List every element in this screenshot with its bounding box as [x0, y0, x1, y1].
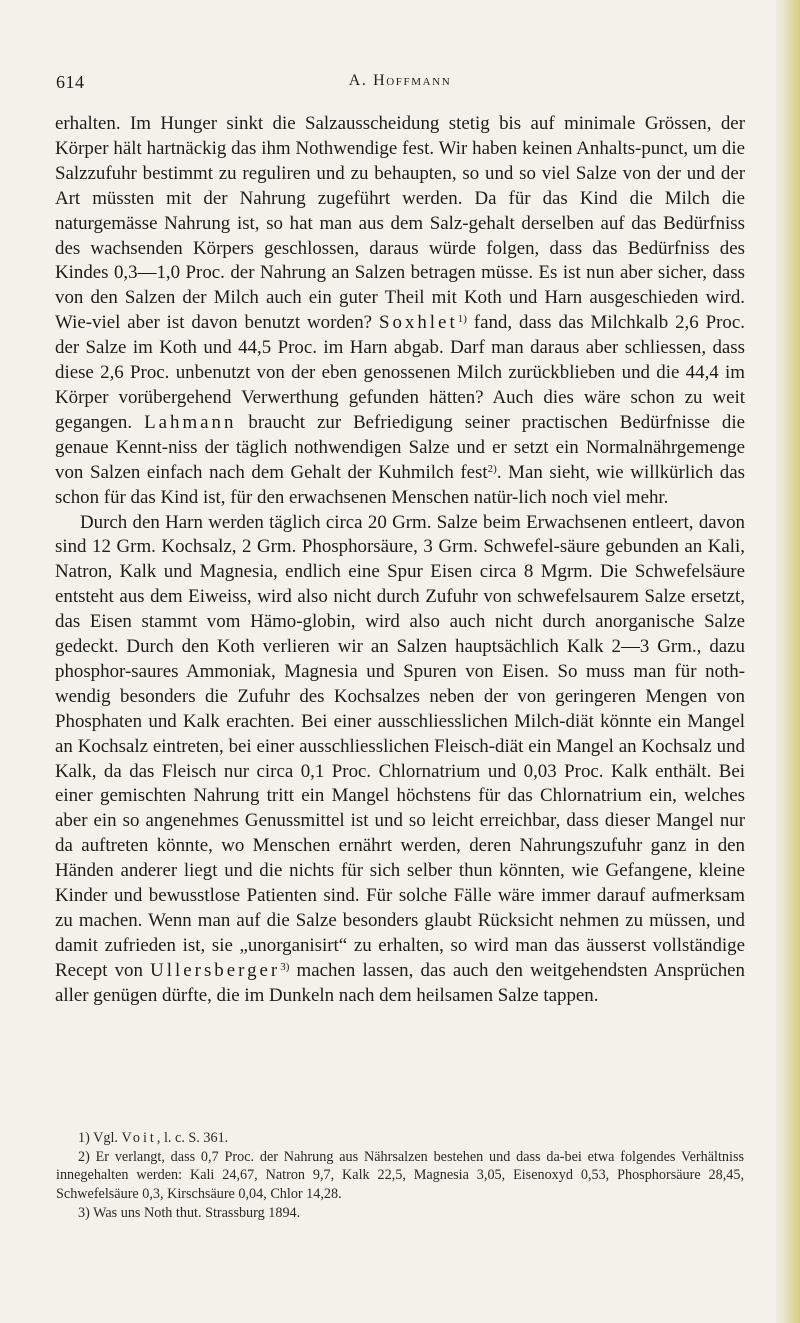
paragraph-1	[55, 112, 745, 511]
paragraph-1-text-c: braucht zur Befriedigung seiner practischen Bedürfnisse die genaue Kennt-niss der täglich nothwendigen Salze und er setzt ein Normalnährgemenge von Salzen einfach nach dem Gehalt der Kuhmilch fest	[55, 411, 745, 483]
page-number: 614	[56, 72, 85, 92]
footnote-1	[56, 1129, 744, 1148]
author-name-soxhlet: Soxhlet	[378, 312, 458, 334]
paragraph-1-text-b: fand, dass das Milchkalb 2,6 Proc. der Salze im Koth und 44,5 Proc. im Harn abgab. Darf man daraus aber schliessen, dass diese 2,6 Proc. unbenutzt von der eben genossenen Milch zurückblieben und die 44,4 im Körper vorübergehend Verwerthung gefunden hätten? Auch dies wäre schon zu weit gegangen.	[55, 312, 745, 433]
running-head: A. Hoffmann	[348, 72, 452, 89]
body-text	[55, 112, 745, 1009]
footnote-ref-3: 3)	[280, 960, 290, 973]
paragraph-2	[55, 511, 745, 1009]
footnote-1-ref: , l. c. S. 361.	[156, 1130, 229, 1146]
paragraph-1-text-d: . Man sieht, wie willkürlich das schon für das Kind ist, für den erwachsenen Menschen natür-lich noch viel mehr.	[55, 461, 745, 508]
footnote-ref-1: 1)	[457, 313, 467, 326]
footnote-1-prefix: 1) Vgl.	[78, 1130, 118, 1146]
paragraph-2-text-a: Durch den Harn werden täglich circa 20 Grm. Salze beim Erwachsenen entleert, davon sind 12 Grm. Kochsalz, 2 Grm. Phosphorsäure, 3 Grm. Schwefel-säure gebunden an Kali, Natron, Kalk und Magnesia, endlich eine Spur Eisen circa 8 Mgrm. Die Schwefelsäure entsteht aus dem Eiweiss, wird also nicht durch Zufuhr von schwefelsaurem Salze ersetzt, das Eisen stammt vom Hämo-globin, wird also auch nicht durch anorganische Salze gedeckt. Durch den Koth verlieren wir an Salzen hauptsächlich Kalk 2—3 Grm., dazu phosphor-saures Ammoniak, Magnesia und Spuren von Eisen. So muss man für noth-wendig besonders die Zufuhr des Kochsalzes neben der von geringeren Mengen von Phosphaten und Kalk erachten. Bei einer ausschliesslichen Milch-diät könnte ein Mangel an Kochsalz eintreten, bei einer ausschliesslichen Fleisch-diät ein Mangel an Kochsalz und Kalk, da das Fleisch nur circa 0,1 Proc. Chlornatrium und 0,03 Proc. Kalk enthält. Bei einer gemischten Nahrung tritt ein Mangel höchstens für das Chlornatrium ein, welches aber ein so angenehmes Genussmittel ist und so leicht erreichbar, dass dieser Mangel nur da auftreten könnte, wo Menschen ernährt werden, deren Nahrungszufuhr ganz in den Händen anderer liegt und die nichts für sich selber thun könnten, wie Gefangene, kleine Kinder und bewusstlose Patienten sind. Für solche Fälle wäre immer darauf aufmerksam zu machen. Wenn man auf die Salze besonders glaubt Rücksicht nehmen zu müssen, und damit zufrieden ist, sie „unorganisirt“ zu erhalten, so wird man das äusserst vollständige Recept von	[55, 511, 745, 981]
author-name-lahmann: Lahmann	[144, 411, 237, 433]
footnote-ref-2: 2)	[487, 462, 497, 475]
page-header	[56, 72, 744, 96]
footnote-3: 3) Was uns Noth thut. Strassburg 1894.	[78, 1204, 301, 1221]
page-edge	[776, 0, 800, 1323]
author-name-ullersberger: Ullersberger	[150, 959, 281, 981]
paragraph-1-text-a: erhalten. Im Hunger sinkt die Salzausscheidung stetig bis auf minimale Grössen, der Körper hält hartnäckig das ihm Nothwendige fest. Wir haben keinen Anhalts-punct, um die Salzzufuhr bestimmt zu reguliren und zu behaupten, so und so viel Salze von der und der Art müssten mit der Nahrung zugeführt werden. Da für das Kind die Milch die naturgemässe Nahrung ist, so hat man aus dem Salz-gehalt derselben auf das Bedürfniss des wachsenden Körpers geschlossen, daraus würde folgen, dass das Bedürfniss des Kindes 0,3—1,0 Proc. der Nahrung an Salzen betragen müsse. Es ist nun aber sicher, dass von den Salzen der Milch auch ein guter Theil mit Koth und Harn ausgeschieden wird. Wie-viel aber ist davon benutzt worden?	[55, 113, 745, 334]
footnote-2: 2) Er verlangt, dass 0,7 Proc. der Nahrung aus Nährsalzen bestehen und dass da-bei etwa folgendes Verhältniss innegehalten werden: Kali 24,67, Natron 9,7, Kalk 22,5, Magnesia 3,05, Eisenoxyd 0,53, Phosphorsäure 28,45, Schwefelsäure 0,3, Kirschsäure 0,04, Chlor 14,28.	[56, 1148, 744, 1203]
paragraph-2-text-b: machen lassen, das auch den weitgehendsten Ansprüchen aller genügen dürfte, die im Dunkeln nach dem heilsamen Salze tappen.	[55, 959, 745, 1006]
footnote-1-author: Voit	[121, 1130, 157, 1146]
footnotes	[56, 1129, 744, 1223]
